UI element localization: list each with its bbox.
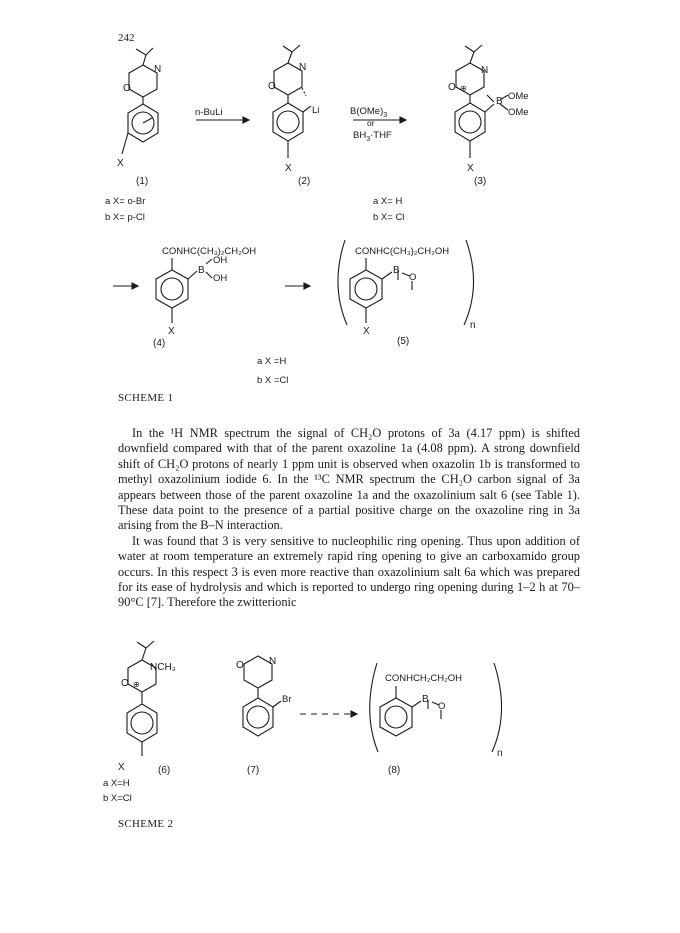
compound-7-structure	[243, 656, 281, 736]
reagent-nbuli: n-BuLi	[195, 107, 223, 118]
compound-2-label: (2)	[298, 176, 311, 187]
c4-atom-OH-1: OH	[213, 255, 228, 266]
compound-3-label: (3)	[474, 176, 487, 187]
compound-7-label: (7)	[247, 765, 260, 776]
reagent-or: or	[367, 118, 375, 128]
c3-set-a: a X= H	[373, 196, 403, 207]
c3-atom-B: B	[496, 96, 503, 107]
c4-set-a: a X =H	[257, 356, 287, 367]
c5-atom-X: X	[363, 326, 370, 337]
reagent-bh3-thf: $BH_3\cdot THF$	[353, 130, 392, 143]
c5-n: n	[470, 320, 476, 331]
c2-atom-X: X	[285, 163, 292, 174]
compound-6-label: (6)	[158, 765, 171, 776]
c6-atom-O: O	[121, 678, 129, 689]
c3-atom-O: O	[448, 82, 456, 93]
c8-atom-B: B	[422, 694, 429, 705]
page-number: 242	[118, 32, 135, 44]
c6-charge: ⊕	[133, 680, 140, 689]
c4-atom-B: B	[198, 265, 205, 276]
c8-amide-chain: CONHCH₂CH₂OH	[385, 673, 463, 684]
c4-atom-X: X	[168, 326, 175, 337]
compound-4-label: (4)	[153, 338, 166, 349]
c2-atom-N: N	[299, 62, 307, 73]
scheme-1-caption: SCHEME 1	[118, 392, 174, 404]
c1-atom-O: O	[123, 83, 131, 94]
c6-atom-NCH3: NCH₃	[150, 662, 176, 673]
c3-set-b: b X= Cl	[373, 212, 405, 223]
c3-charge: ⊕	[460, 84, 467, 93]
c2-atom-Li: Li	[312, 105, 320, 116]
reagent-bome3: $B(OMe)_3$	[350, 106, 388, 119]
c3-atom-N: N	[481, 65, 489, 76]
c3-atom-X: X	[467, 163, 474, 174]
c5-amide-chain: CONHC(CH₃)₂CH₂OH	[355, 246, 450, 257]
c3-atom-OMe-2: OMe	[508, 107, 529, 118]
c4-set-b: b X =Cl	[257, 375, 289, 386]
compound-5-label: (5)	[397, 336, 410, 347]
c8-atom-O: O	[438, 701, 446, 712]
c8-n: n	[497, 748, 503, 759]
c6-set-a: a X=H	[103, 778, 130, 789]
scheme-2-caption: SCHEME 2	[118, 818, 174, 830]
c2-atom-O: O	[268, 81, 276, 92]
c7-atom-N: N	[269, 656, 277, 667]
c1-set-b: b X= p-Cl	[105, 212, 145, 223]
c3-atom-OMe-1: OMe	[508, 91, 529, 102]
c1-atom-X: X	[117, 158, 124, 169]
compound-1-structure	[122, 48, 158, 154]
paragraph-2: It was found that 3 is very sensitive to nucleophilic ring opening. Thus upon addition of water at room temperature an extremely rapid ring opening to give an carboxamido group occurs. In this respect 3 is even more reactive than oxazolinium salt 6a which was prepared for its ease of hydrolysis and which is reported to undergo ring opening during 1–2 h at 70–90°C [7]. Therefore the zwitterionic	[118, 533, 580, 610]
c4-atom-OH-2: OH	[213, 273, 228, 284]
paragraph-1: In the ¹H NMR spectrum the signal of CH₂O protons of 3a (4.17 ppm) is shifted downfield compared with that of the parent oxazoline 1a (4.08 ppm). A strong downfield shift of CH₂O protons of nearly 1 ppm unit is observed when oxazolin 1b is transformed to methyl oxazolinium iodide 6. In the ¹³C NMR spectrum the CH₂O carbon signal of 3a appears between those of the parent oxazoline 1a and the oxazolinium salt 6 (see Table 1). These data point to the presence of a partial positive charge on the oxazoline ring in 3a arising from the B–N interaction.	[118, 426, 580, 533]
c1-atom-N: N	[154, 64, 162, 75]
compound-6-structure	[127, 641, 157, 756]
body-text	[118, 426, 580, 611]
c1-set-a: a X= o-Br	[105, 196, 146, 207]
c7-atom-Br: Br	[282, 694, 292, 705]
c6-set-b: b X=Cl	[103, 793, 132, 804]
compound-1-label: (1)	[136, 176, 149, 187]
c5-atom-B: B	[393, 265, 400, 276]
c7-atom-O: O	[236, 660, 244, 671]
c4-amide-chain: CONHC(CH₃)₂CH₂OH	[162, 246, 257, 257]
c5-atom-O: O	[409, 272, 417, 283]
compound-8-label: (8)	[388, 765, 401, 776]
c6-atom-X: X	[118, 762, 125, 773]
